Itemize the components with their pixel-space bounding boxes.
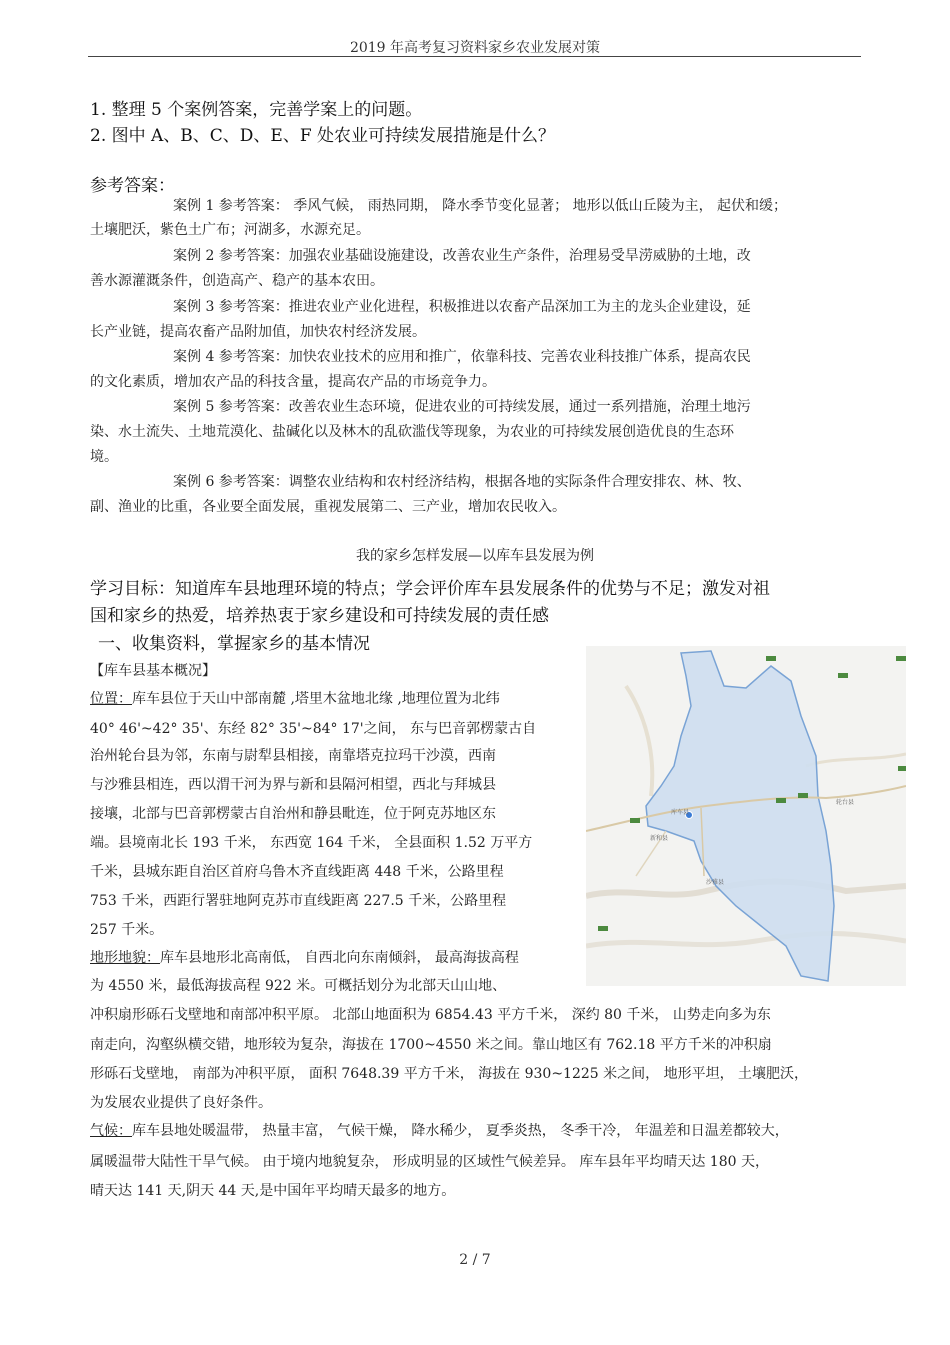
terrain-label: 地形地貌： (90, 950, 160, 966)
location-text: 257 千米。 (90, 922, 164, 938)
question-2: 2. 图中 A、B、C、D、E、F 处农业可持续发展措施是什么？ (90, 126, 556, 146)
location-text: 库车县位于天山中部南麓 ,塔里木盆地北缘 ,地理位置为北纬 (132, 691, 500, 707)
terrain-text: 为发展农业提供了良好条件。 (90, 1095, 272, 1111)
map-label: 轮台县 (836, 799, 855, 806)
climate-text: 晴天达 141 天,阴天 44 天,是中国年平均晴天最多的地方。 (90, 1183, 456, 1199)
location-text: 千米，县城东距自治区首府乌鲁木齐直线距离 448 千米，公路里程 (90, 864, 504, 880)
road-shield-icon (630, 818, 640, 823)
reference-answers-title: 参考答案： (90, 176, 175, 196)
terrain-text: 库车县地形北高南低， 自西北向东南倾斜， 最高海拔高程 (160, 950, 519, 966)
answer-line: 土壤肥沃，紫色土广布；河湖多，水源充足。 (90, 222, 370, 238)
learning-goal-line: 学习目标：知道库车县地理环境的特点；学会评价库车县发展条件的优势与不足；激发对祖 (90, 579, 770, 599)
climate-text: 属暖温带大陆性干旱气候。 由于境内地貌复杂， 形成明显的区域性气候差异。 库车县年平均晴天达 180 天， (90, 1154, 769, 1170)
location-label: 位置： (90, 691, 132, 707)
location-text: 端。县境南北长 193 千米， 东西宽 164 千米， 全县面积 1.52 万平方 (90, 835, 533, 851)
road-shield-icon (898, 766, 906, 771)
location-text: 753 千米，西距行署驻地阿克苏市直线距离 227.5 千米，公路里程 (90, 893, 507, 909)
terrain-text: 为 4550 米，最低海拔高程 922 米。可概括划分为北部天山山地、 (90, 978, 507, 994)
road-shield-icon (766, 656, 776, 661)
map-label: 库车县 (671, 809, 690, 816)
question-1: 1. 整理 5 个案例答案，完善学案上的问题。 (90, 100, 423, 120)
section-heading: 一、收集资料，掌握家乡的基本情况 (98, 634, 370, 654)
terrain-text: 南走向，沟壑纵横交错，地形较为复杂，海拔在 1700~4550 米之间。靠山地区有 762.18 平方千米的冲积扇 (90, 1037, 772, 1053)
answer-line: 案例 1 参考答案： 季风气候， 雨热同期， 降水季节变化显著； 地形以低山丘陵为主， 起伏和缓； (173, 198, 788, 214)
answer-line: 的文化素质，增加农产品的科技含量，提高农产品的市场竞争力。 (90, 374, 496, 390)
location-text: 接壤，北部与巴音郭楞蒙古自治州和静县毗连，位于阿克苏地区东 (90, 806, 496, 822)
climate-text: 库车县地处暖温带， 热量丰富， 气候干燥， 降水稀少， 夏季炎热， 冬季干冷， 年温差和日温差都较大， (132, 1123, 789, 1139)
road-shield-icon (798, 793, 808, 798)
map-label: 新和县 (650, 835, 669, 842)
location-text: 与沙雅县相连，西以渭干河为界与新和县隔河相望，西北与拜城县 (90, 777, 496, 793)
location-text: 治州轮台县为邻，东南与尉犁县相接，南靠塔克拉玛干沙漠，西南 (90, 748, 496, 764)
climate-label: 气候： (90, 1123, 132, 1139)
learning-goal-line: 国和家乡的热爱，培养热衷于家乡建设和可持续发展的责任感 (90, 606, 549, 626)
map-label: 沙雅县 (706, 879, 725, 886)
answer-line: 境。 (90, 449, 118, 465)
road-shield-icon (776, 798, 786, 803)
location-text: 40° 46'~42° 35'、东经 82° 35'~84° 17'之间， 东与巴音郭楞蒙古自 (90, 721, 537, 737)
answer-line: 案例 3 参考答案：推进农业产业化进程，积极推进以农畜产品深加工为主的龙头企业建设，延 (173, 299, 751, 315)
answer-line: 染、水土流失、土地荒漠化、盐碱化以及林木的乱砍滥伐等现象，为农业的可持续发展创造优良的生态环 (90, 424, 734, 440)
page-number: 2 / 7 (459, 1252, 491, 1268)
answer-line: 副、渔业的比重，各业要全面发展，重视发展第二、三产业，增加农民收入。 (90, 499, 566, 515)
answer-line: 案例 4 参考答案：加快农业技术的应用和推广，依靠科技、完善农业科技推广体系，提高农民 (173, 349, 751, 365)
header-rule (88, 56, 861, 57)
answer-line: 善水源灌溉条件，创造高产、稳产的基本农田。 (90, 273, 384, 289)
answer-line: 案例 2 参考答案：加强农业基础设施建设，改善农业生产条件，治理易受旱涝威胁的土地，改 (173, 248, 751, 264)
county-map (586, 646, 906, 986)
section-title: 我的家乡怎样发展—以库车县发展为例 (356, 548, 594, 564)
terrain-text: 冲积扇形砾石戈壁地和南部冲积平原。 北部山地面积为 6854.43 平方千米， 深约 80 千米， 山势走向多为东 (90, 1007, 771, 1023)
answer-line: 案例 5 参考答案：改善农业生态环境，促进农业的可持续发展，通过一系列措施，治理土地污 (173, 399, 751, 415)
terrain-text: 形砾石戈壁地， 南部为冲积平原， 面积 7648.39 平方千米， 海拔在 930~1225 米之间， 地形平坦， 土壤肥沃， (90, 1066, 809, 1082)
answer-line: 长产业链，提高农畜产品附加值，加快农村经济发展。 (90, 324, 426, 340)
header-title: 2019 年高考复习资料家乡农业发展对策 (349, 40, 601, 56)
answer-line: 案例 6 参考答案：调整农业结构和农村经济结构，根据各地的实际条件合理安排农、林、牧、 (173, 474, 751, 490)
overview-title: 【库车县基本概况】 (90, 663, 216, 679)
road-shield-icon (896, 656, 906, 661)
road-shield-icon (838, 673, 848, 678)
road-shield-icon (598, 926, 608, 931)
